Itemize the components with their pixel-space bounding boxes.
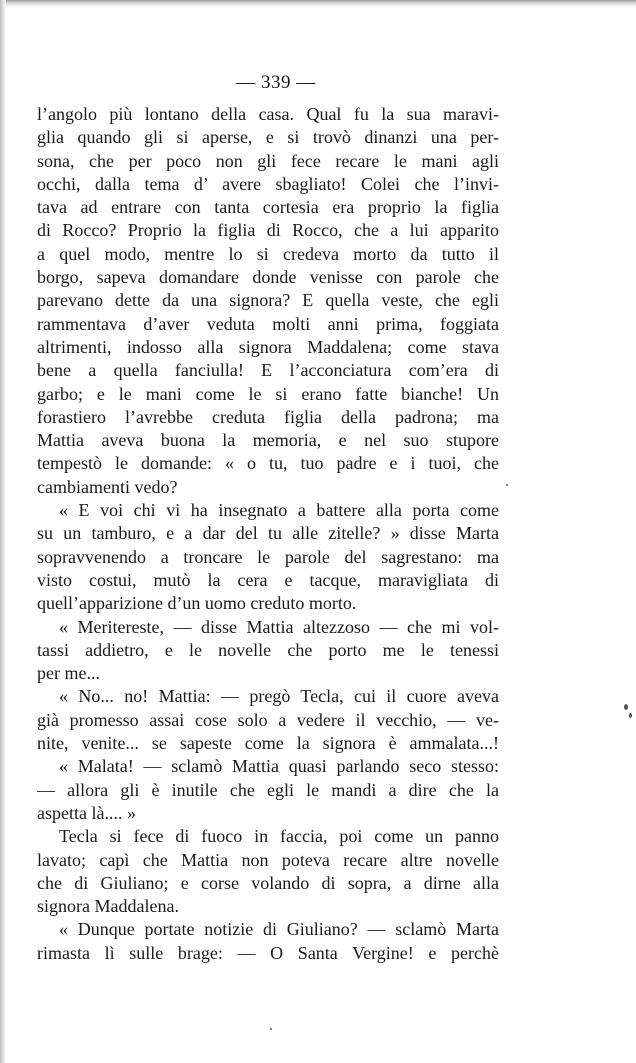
text-line: visto costui, mutò la cera e tacque, maravigliata di	[37, 569, 499, 590]
text-line: nite, venite... se sapeste come la signora è ammalata...!	[37, 733, 499, 754]
text-line: quell’apparizione d’un uomo creduto morto.	[37, 593, 357, 614]
text-line: « E voi chi vi ha insegnato a battere alla porta come	[59, 500, 499, 521]
text-line: signora Maddalena.	[37, 896, 179, 917]
text-line: Mattia aveva buona la memoria, e nel suo stupore	[37, 430, 499, 451]
text-line: rammentava d’aver veduta molti anni prima, foggiata	[37, 313, 499, 334]
text-line: lavato; capì che Mattia non poteva recare altre novelle	[37, 849, 499, 870]
text-line: per me...	[37, 663, 100, 684]
scan-speck	[270, 1028, 272, 1030]
text-line: tempestò le domande: « o tu, tuo padre e i tuoi, che	[37, 453, 499, 474]
text-line: « Dunque portate notizie di Giuliano? — sclamò Marta	[59, 919, 499, 940]
text-line: sona, che per poco non gli fece recare le mani agli	[37, 150, 499, 171]
text-line: glia quando gli si aperse, e si trovò dinanzi una per-	[37, 127, 499, 148]
scan-speck	[506, 484, 508, 486]
text-line: tassi addietro, e le novelle che porto me le tenessi	[37, 639, 499, 660]
text-line: aspetta là.... »	[37, 802, 136, 823]
text-line: Tecla si fece di fuoco in faccia, poi come un panno	[59, 826, 499, 847]
text-line: tava ad entrare con tanta cortesia era proprio la figlia	[37, 197, 499, 218]
scan-top-edge	[0, 0, 636, 8]
text-line: occhi, dalla tema d’ avere sbagliato! Colei che l’invi-	[37, 173, 499, 194]
scan-left-edge	[0, 0, 6, 1063]
text-line: cambiamenti vedo?	[37, 476, 178, 497]
text-line: « Meritereste, — disse Mattia altezzoso — che mi vol-	[59, 616, 499, 637]
text-line: già promesso assai cose solo a vedere il vecchio, — ve-	[37, 709, 499, 730]
text-line: bene a quella fanciulla! E l’acconciatura com’era di	[37, 360, 499, 381]
text-line: borgo, sapeva domandare donde venisse con parole che	[37, 267, 499, 288]
text-line: — allora gli è inutile che egli le mandi a dire che la	[37, 779, 499, 800]
text-line: altrimenti, indosso alla signora Maddalena; come stava	[37, 336, 499, 357]
text-line: garbo; e le mani come le si erano fatte bianche! Un	[37, 383, 499, 404]
text-line: sopravvenendo a troncare le parole del sagrestano: ma	[37, 546, 499, 567]
text-line: che di Giuliano; e corse volando di sopra, a dirne alla	[37, 872, 499, 893]
body-text	[37, 103, 499, 965]
text-line: forastiero l’avrebbe creduta figlia della padrona; ma	[37, 406, 499, 427]
text-line: « Malata! — sclamò Mattia quasi parlando seco stesso:	[59, 756, 499, 777]
text-line: rimasta lì sulle brage: — O Santa Vergine! e perchè	[37, 942, 499, 963]
page-number: — 339 —	[236, 72, 316, 93]
scan-speck	[629, 713, 632, 718]
text-line: su un tamburo, e a dar del tu alle zitelle? » disse Marta	[37, 523, 499, 544]
scan-speck	[624, 704, 628, 710]
text-line: a quel modo, mentre lo si credeva morto da tutto il	[37, 243, 499, 264]
text-line: l’angolo più lontano della casa. Qual fu la sua maravi-	[37, 104, 499, 124]
text-line: parevano dette da una signora? E quella veste, che egli	[37, 290, 499, 311]
text-line: di Rocco? Proprio la figlia di Rocco, che a lui apparito	[37, 220, 499, 241]
text-line: « No... no! Mattia: — pregò Tecla, cui il cuore aveva	[59, 686, 499, 707]
